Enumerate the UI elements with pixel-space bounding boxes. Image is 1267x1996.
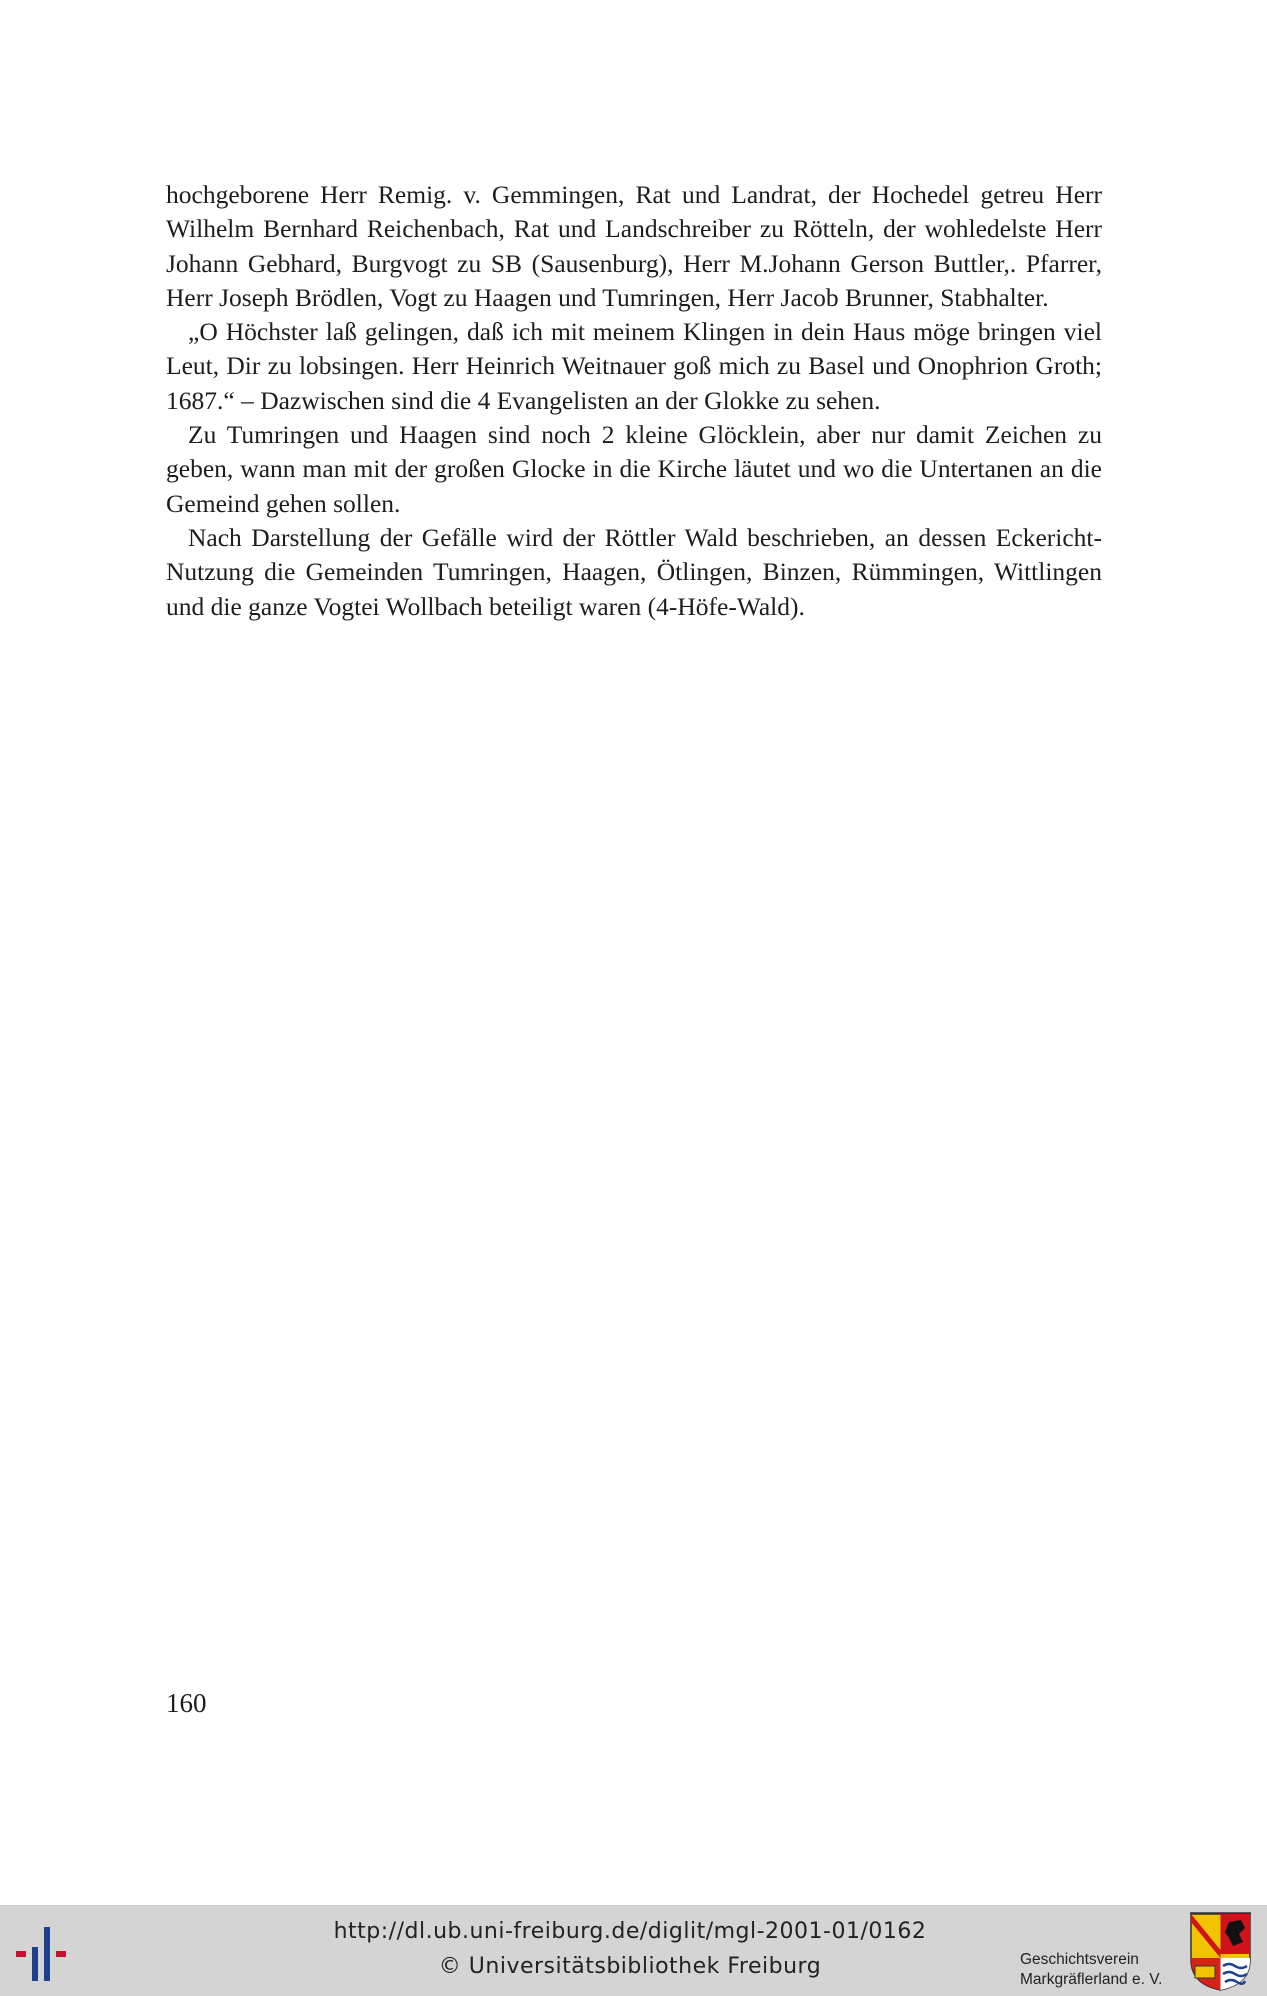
paragraph-3: Zu Tumringen und Haagen sind noch 2 kleine Glöcklein, aber nur damit Zeichen zu geben, wann man mit der großen Glocke in die Kirche läutet und wo die Untertanen an die Gemeind gehen sollen. (166, 420, 1102, 518)
paragraph-1: hochgeborene Herr Remig. v. Gemmingen, Rat und Landrat, der Hochedel getreu Herr Wilhelm Bernhard Reichenbach, Rat und Landschreiber zu Rötteln, der wohledelste Herr Johann Gebhard, Burgvogt zu SB (Sausenburg), Herr M.Johann Gerson Buttler,. Pfarrer, Herr Joseph Brödlen, Vogt zu Haagen und Tumringen, Herr Jacob Brunner, Stabhalter. (166, 180, 1102, 312)
coat-of-arms-icon[interactable] (1189, 1912, 1252, 1992)
copyright-text: © Universitätsbibliothek Freiburg (438, 1954, 822, 1979)
source-url-link[interactable]: http://dl.ub.uni-freiburg.de/diglit/mgl-2001-01/0162 (333, 1919, 927, 1944)
society-name-line1: Geschichtsverein (1020, 1951, 1139, 1968)
page-number: 160 (166, 1688, 207, 1718)
paragraph-4: Nach Darstellung der Gefälle wird der Röttler Wald beschrieben, an dessen Eckericht-Nutzung die Gemeinden Tumringen, Haagen, Ötlingen, Binzen, Rümmingen, Wittlingen und die ganze Vogtei Wollbach beteiligt waren (4-Höfe-Wald). (166, 522, 1102, 621)
society-name-line2: Markgräflerland e. V. (1020, 1971, 1163, 1988)
footer-bar (0, 1905, 1267, 1996)
paragraph-2: „O Höchster laß gelingen, daß ich mit meinem Klingen in dein Haus möge bringen viel Leut, Dir zu lobsingen. Herr Heinrich Weitnauer goß mich zu Basel und Onophrion Groth; 1687.“ – Dazwischen sind die 4 Evangelisten an der Glokke zu sehen. (166, 317, 1102, 415)
body-text (166, 178, 1102, 624)
footer-center (280, 1915, 980, 1985)
society-name (1020, 1950, 1162, 1990)
ub-freiburg-logo-icon[interactable] (14, 1925, 80, 1983)
